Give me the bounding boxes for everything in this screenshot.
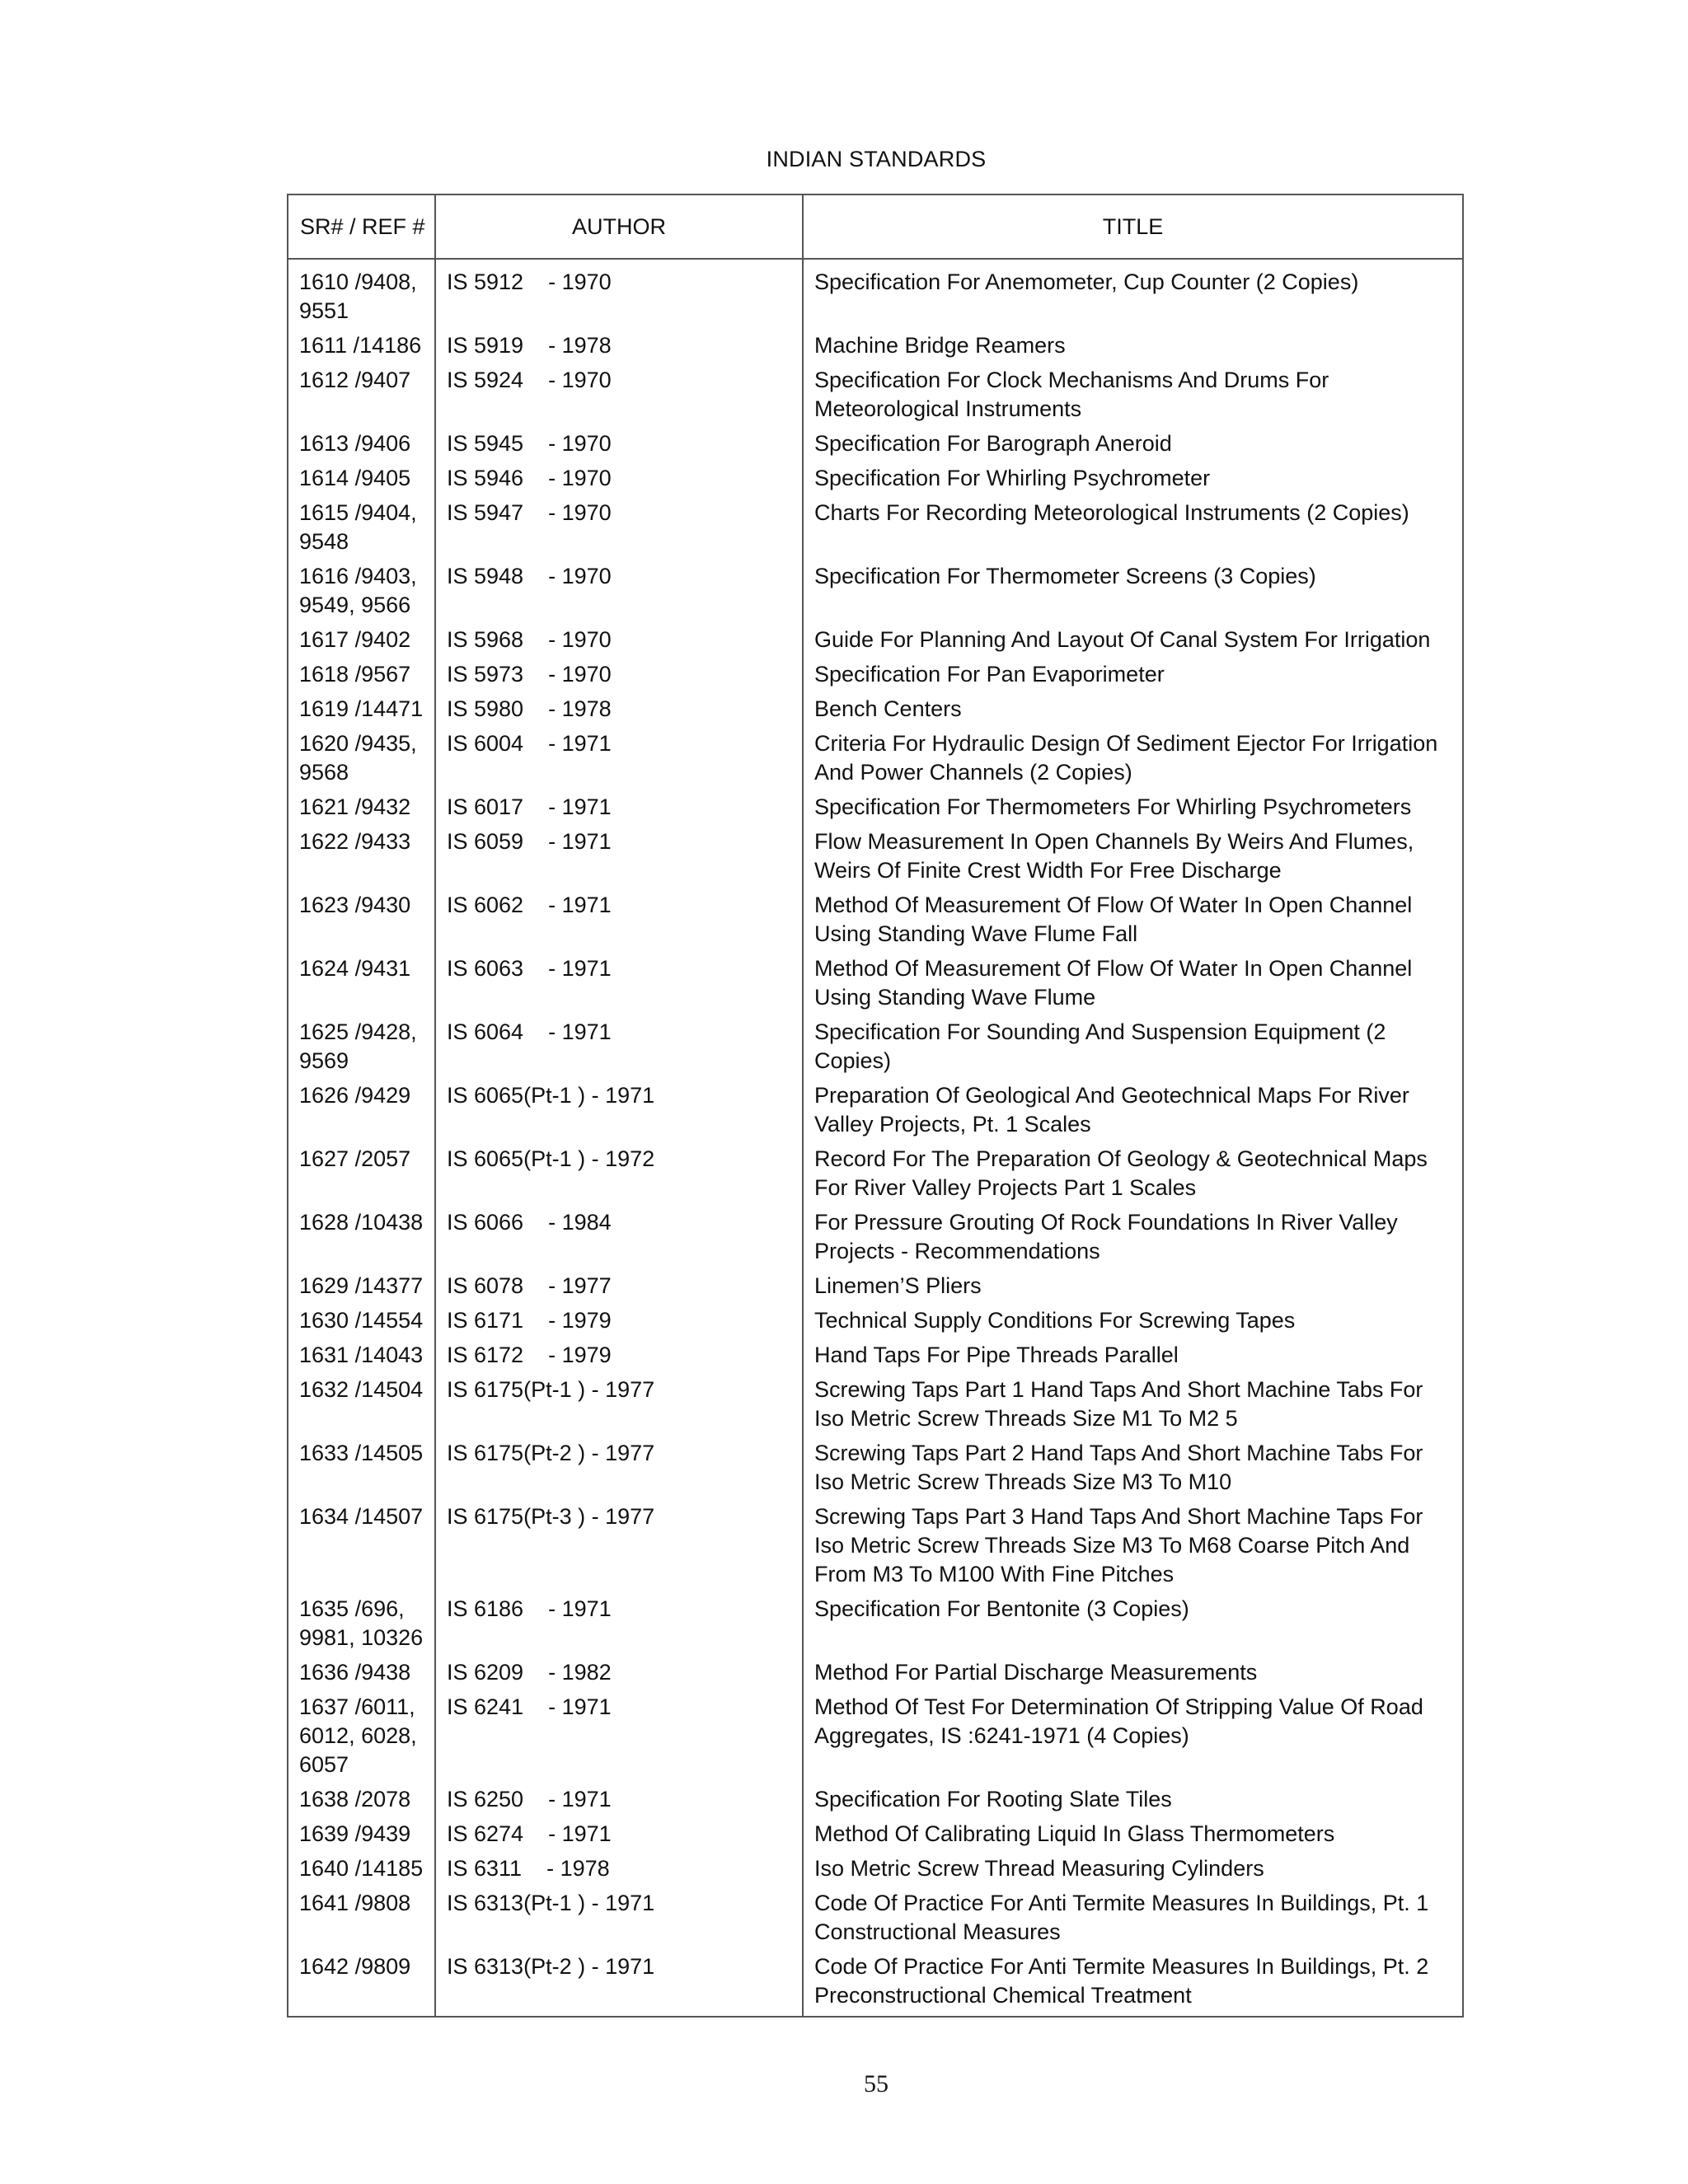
cell-ref: 1623 /9430: [288, 891, 435, 954]
cell-title: Method Of Measurement Of Flow Of Water In Open Channel Using Standing Wave Flume: [803, 954, 1463, 1018]
cell-ref: 1642 /9809: [288, 1952, 435, 2017]
header-ref: SR# / REF #: [288, 194, 435, 259]
cell-author: IS 6186 - 1971: [435, 1595, 803, 1658]
table-body: [288, 259, 1463, 2017]
cell-author: IS 6171 - 1979: [435, 1306, 803, 1341]
cell-ref: 1638 /2078: [288, 1785, 435, 1820]
cell-ref: 1622 /9433: [288, 827, 435, 891]
cell-title: Method For Partial Discharge Measurements: [803, 1658, 1463, 1693]
page-title: INDIAN STANDARDS: [766, 147, 987, 171]
cell-title: Bench Centers: [803, 695, 1463, 729]
table-row: [288, 464, 1463, 499]
cell-author: IS 6241 - 1971: [435, 1693, 803, 1785]
cell-author: IS 6078 - 1977: [435, 1272, 803, 1306]
cell-author: IS 6059 - 1971: [435, 827, 803, 891]
cell-author: IS 6209 - 1982: [435, 1658, 803, 1693]
standards-table: [287, 194, 1464, 2018]
table-row: [288, 1145, 1463, 1208]
cell-author: IS 6175(Pt-3 ) - 1977: [435, 1502, 803, 1595]
cell-ref: 1625 /9428, 9569: [288, 1018, 435, 1081]
table-row: [288, 1081, 1463, 1145]
cell-author: IS 6065(Pt-1 ) - 1971: [435, 1081, 803, 1145]
table-row: [288, 1595, 1463, 1658]
cell-ref: 1621 /9432: [288, 793, 435, 827]
cell-title: Specification For Anemometer, Cup Counter (2 Copies): [803, 259, 1463, 331]
cell-author: IS 5947 - 1970: [435, 499, 803, 562]
cell-ref: 1628 /10438: [288, 1208, 435, 1272]
cell-author: IS 6274 - 1971: [435, 1820, 803, 1854]
cell-title: Technical Supply Conditions For Screwing Tapes: [803, 1306, 1463, 1341]
cell-title: Charts For Recording Meteorological Instruments (2 Copies): [803, 499, 1463, 562]
cell-author: IS 6175(Pt-1 ) - 1977: [435, 1376, 803, 1439]
cell-ref: 1612 /9407: [288, 366, 435, 429]
table-row: [288, 1018, 1463, 1081]
cell-ref: 1641 /9808: [288, 1889, 435, 1952]
table-row: [288, 1439, 1463, 1502]
table-row: [288, 1820, 1463, 1854]
cell-title: Specification For Thermometer Screens (3 Copies): [803, 562, 1463, 626]
cell-ref: 1616 /9403, 9549, 9566: [288, 562, 435, 626]
cell-title: Specification For Sounding And Suspension Equipment (2 Copies): [803, 1018, 1463, 1081]
cell-author: IS 6175(Pt-2 ) - 1977: [435, 1439, 803, 1502]
cell-title: Specification For Whirling Psychrometer: [803, 464, 1463, 499]
table-row: [288, 366, 1463, 429]
cell-title: Screwing Taps Part 2 Hand Taps And Short Machine Tabs For Iso Metric Screw Threads Size M3 To M10: [803, 1439, 1463, 1502]
table-row: [288, 1952, 1463, 2017]
cell-author: IS 6065(Pt-1 ) - 1972: [435, 1145, 803, 1208]
cell-title: Specification For Barograph Aneroid: [803, 429, 1463, 464]
cell-title: Specification For Bentonite (3 Copies): [803, 1595, 1463, 1658]
cell-ref: 1614 /9405: [288, 464, 435, 499]
table-row: [288, 1306, 1463, 1341]
table-row: [288, 827, 1463, 891]
table-row: [288, 793, 1463, 827]
cell-ref: 1639 /9439: [288, 1820, 435, 1854]
cell-title: Machine Bridge Reamers: [803, 331, 1463, 366]
cell-title: Method Of Measurement Of Flow Of Water In Open Channel Using Standing Wave Flume Fall: [803, 891, 1463, 954]
cell-author: IS 5980 - 1978: [435, 695, 803, 729]
cell-ref: 1640 /14185: [288, 1854, 435, 1889]
cell-author: IS 6017 - 1971: [435, 793, 803, 827]
cell-title: Criteria For Hydraulic Design Of Sediment Ejector For Irrigation And Power Channels (2 Copies): [803, 729, 1463, 793]
table-row: [288, 1272, 1463, 1306]
table-row: [288, 1502, 1463, 1595]
cell-title: Code Of Practice For Anti Termite Measures In Buildings, Pt. 2 Preconstructional Chemical Treatment: [803, 1952, 1463, 2017]
cell-title: Specification For Clock Mechanisms And Drums For Meteorological Instruments: [803, 366, 1463, 429]
standards-table-container: [287, 194, 1462, 2018]
table-row: [288, 1854, 1463, 1889]
cell-ref: 1630 /14554: [288, 1306, 435, 1341]
cell-title: Specification For Pan Evaporimeter: [803, 660, 1463, 695]
cell-ref: 1611 /14186: [288, 331, 435, 366]
table-row: [288, 626, 1463, 660]
table-row: [288, 1785, 1463, 1820]
cell-ref: 1629 /14377: [288, 1272, 435, 1306]
cell-author: IS 6063 - 1971: [435, 954, 803, 1018]
cell-title: Method Of Test For Determination Of Stripping Value Of Road Aggregates, IS :6241-1971 (4 Copies): [803, 1693, 1463, 1785]
cell-ref: 1634 /14507: [288, 1502, 435, 1595]
cell-author: IS 5948 - 1970: [435, 562, 803, 626]
cell-author: IS 6066 - 1984: [435, 1208, 803, 1272]
cell-ref: 1632 /14504: [288, 1376, 435, 1439]
cell-ref: 1637 /6011, 6012, 6028, 6057: [288, 1693, 435, 1785]
cell-author: IS 5973 - 1970: [435, 660, 803, 695]
cell-author: IS 5924 - 1970: [435, 366, 803, 429]
cell-ref: 1626 /9429: [288, 1081, 435, 1145]
cell-author: IS 6064 - 1971: [435, 1018, 803, 1081]
cell-author: IS 6250 - 1971: [435, 1785, 803, 1820]
cell-author: IS 5945 - 1970: [435, 429, 803, 464]
header-author: AUTHOR: [435, 194, 803, 259]
table-row: [288, 891, 1463, 954]
table-row: [288, 1208, 1463, 1272]
cell-ref: 1633 /14505: [288, 1439, 435, 1502]
cell-ref: 1613 /9406: [288, 429, 435, 464]
cell-author: IS 5919 - 1978: [435, 331, 803, 366]
header-title: TITLE: [803, 194, 1463, 259]
cell-title: Screwing Taps Part 3 Hand Taps And Short Machine Taps For Iso Metric Screw Threads Size M3 To M68 Coarse Pitch And From M3 To M100 With Fine Pitches: [803, 1502, 1463, 1595]
cell-title: Iso Metric Screw Thread Measuring Cylinders: [803, 1854, 1463, 1889]
table-row: [288, 1693, 1463, 1785]
table-row: [288, 429, 1463, 464]
cell-title: Screwing Taps Part 1 Hand Taps And Short Machine Tabs For Iso Metric Screw Threads Size M1 To M2 5: [803, 1376, 1463, 1439]
cell-ref: 1624 /9431: [288, 954, 435, 1018]
cell-title: Record For The Preparation Of Geology & Geotechnical Maps For River Valley Projects Part 1 Scales: [803, 1145, 1463, 1208]
cell-title: Specification For Thermometers For Whirling Psychrometers: [803, 793, 1463, 827]
table-row: [288, 695, 1463, 729]
table-row: [288, 954, 1463, 1018]
cell-ref: 1620 /9435, 9568: [288, 729, 435, 793]
cell-author: IS 6062 - 1971: [435, 891, 803, 954]
cell-author: IS 6313(Pt-1 ) - 1971: [435, 1889, 803, 1952]
cell-author: IS 6311 - 1978: [435, 1854, 803, 1889]
cell-title: Guide For Planning And Layout Of Canal System For Irrigation: [803, 626, 1463, 660]
table-row: [288, 1376, 1463, 1439]
cell-ref: 1617 /9402: [288, 626, 435, 660]
cell-author: IS 6313(Pt-2 ) - 1971: [435, 1952, 803, 2017]
cell-author: IS 5912 - 1970: [435, 259, 803, 331]
cell-author: IS 5968 - 1970: [435, 626, 803, 660]
table-row: [288, 259, 1463, 331]
table-row: [288, 1658, 1463, 1693]
cell-ref: 1610 /9408, 9551: [288, 259, 435, 331]
cell-title: For Pressure Grouting Of Rock Foundations In River Valley Projects - Recommendations: [803, 1208, 1463, 1272]
table-row: [288, 1341, 1463, 1376]
cell-ref: 1618 /9567: [288, 660, 435, 695]
cell-title: Hand Taps For Pipe Threads Parallel: [803, 1341, 1463, 1376]
table-row: [288, 499, 1463, 562]
table-row: [288, 562, 1463, 626]
cell-ref: 1635 /696, 9981, 10326: [288, 1595, 435, 1658]
cell-author: IS 6004 - 1971: [435, 729, 803, 793]
cell-title: Specification For Rooting Slate Tiles: [803, 1785, 1463, 1820]
cell-ref: 1631 /14043: [288, 1341, 435, 1376]
table-row: [288, 1889, 1463, 1952]
cell-ref: 1619 /14471: [288, 695, 435, 729]
table-row: [288, 331, 1463, 366]
cell-title: Preparation Of Geological And Geotechnical Maps For River Valley Projects, Pt. 1 Scales: [803, 1081, 1463, 1145]
cell-ref: 1627 /2057: [288, 1145, 435, 1208]
table-row: [288, 660, 1463, 695]
cell-author: IS 6172 - 1979: [435, 1341, 803, 1376]
table-header-row: [288, 194, 1463, 259]
page-number: 55: [864, 2070, 889, 2097]
cell-title: Code Of Practice For Anti Termite Measures In Buildings, Pt. 1 Constructional Measures: [803, 1889, 1463, 1952]
cell-ref: 1615 /9404, 9548: [288, 499, 435, 562]
table-row: [288, 729, 1463, 793]
cell-title: Linemen’S Pliers: [803, 1272, 1463, 1306]
cell-title: Method Of Calibrating Liquid In Glass Thermometers: [803, 1820, 1463, 1854]
cell-author: IS 5946 - 1970: [435, 464, 803, 499]
cell-title: Flow Measurement In Open Channels By Weirs And Flumes, Weirs Of Finite Crest Width For Free Discharge: [803, 827, 1463, 891]
cell-ref: 1636 /9438: [288, 1658, 435, 1693]
